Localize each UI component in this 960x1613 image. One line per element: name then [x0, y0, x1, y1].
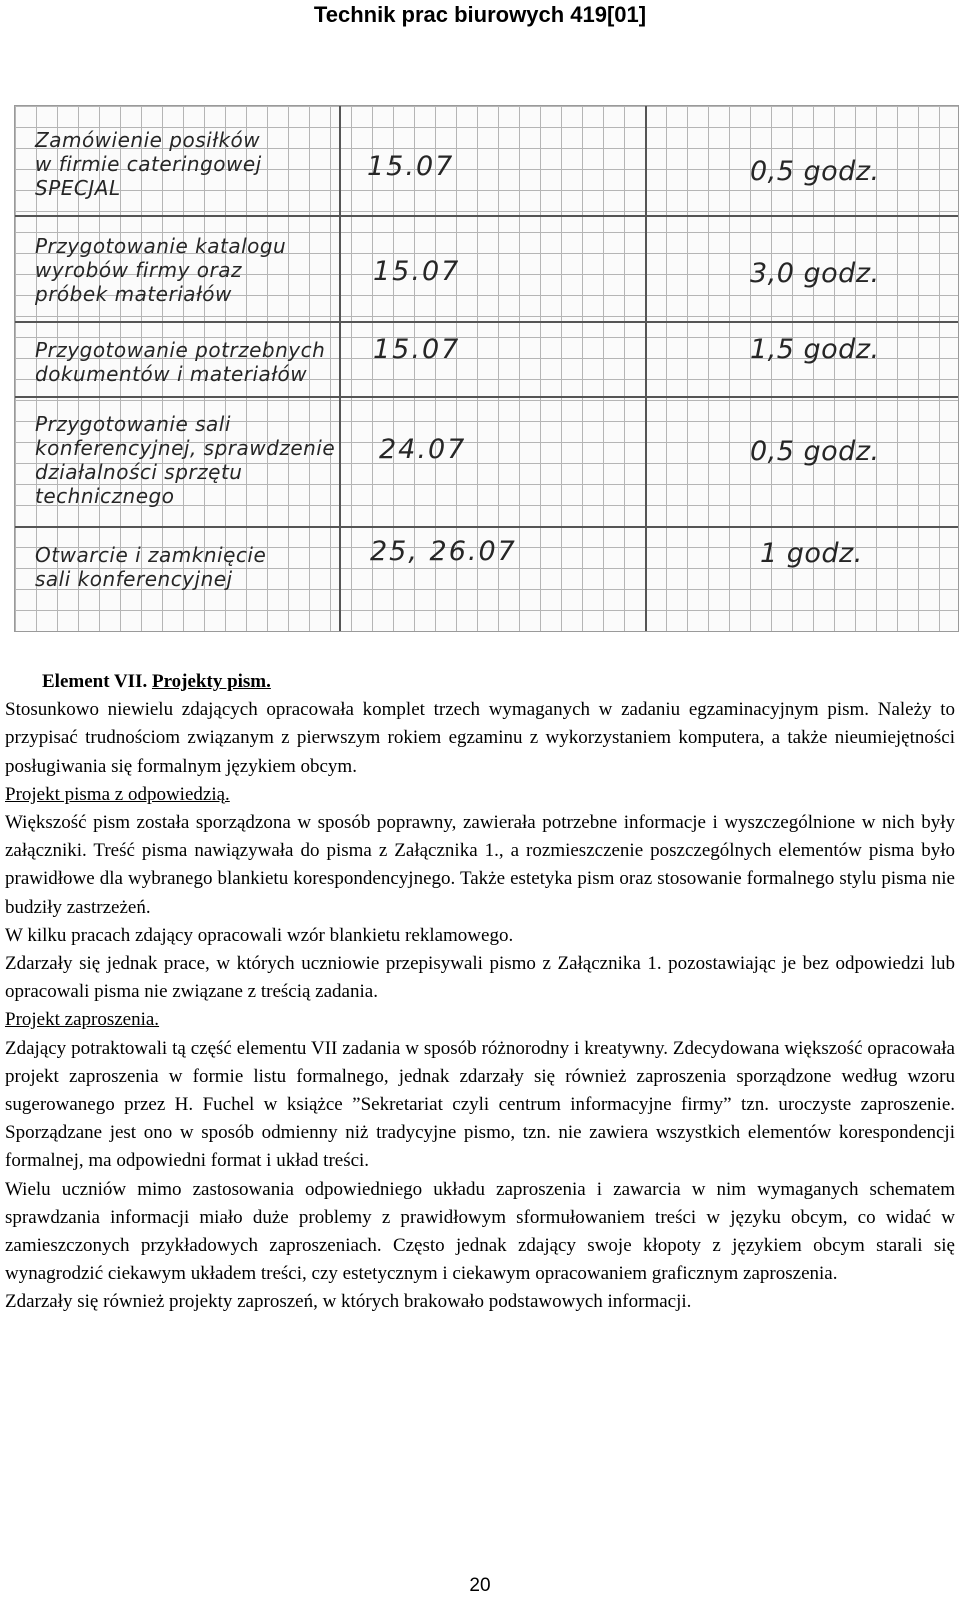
row-divider	[15, 215, 958, 217]
task-cell: Otwarcie i zamknięcie sali konferencyjnej	[35, 543, 267, 591]
row-divider	[15, 526, 958, 528]
paragraph: Wielu uczniów mimo zastosowania odpowiedniego układu zaproszenia i zawarcia w nim wymaganych schematem sprawdzania informacji miało duże problemy z prawidłowym sformułowaniem treści w języku obcym, co widać w zamieszczonych przykładowych zaproszeniach. Często jednak zdający swoje kłopoty z językiem obcym starali się wynagrodzić ciekawym układem treści, czy estetycznym i ciekawym opracowaniem graficznym zaproszenia.	[5, 1178, 955, 1285]
report-body	[5, 668, 955, 1317]
time-cell: 1 godz.	[760, 538, 863, 569]
task-cell: Zamówienie posiłków w firmie cateringowej SPECJAL	[35, 128, 262, 200]
page-number: 20	[469, 1575, 491, 1596]
time-cell: 3,0 godz.	[750, 258, 880, 289]
task-cell: Przygotowanie katalogu wyrobów firmy oraz próbek materiałów	[35, 234, 287, 306]
page-header-title: Technik prac biurowych 419[01]	[313, 2, 647, 27]
paragraph: Stosunkowo niewielu zdających opracowała komplet trzech wymaganych w zadaniu egzaminacyjnym pism. Należy to przypisać trudnościom związanym z pierwszym rokiem egzaminu z wykorzystaniem komputera, a także nieumiejętności posługiwania się formalnym językiem obcym.	[5, 699, 955, 777]
time-cell: 0,5 godz.	[750, 156, 880, 187]
paragraph: W kilku pracach zdający opracowali wzór blankietu reklamowego.	[5, 924, 514, 946]
row-divider	[15, 321, 958, 323]
element-heading: Element VII. Projekty pism.	[42, 671, 271, 692]
date-cell: 24.07	[379, 434, 467, 465]
section-heading-invitation: Projekt zaproszenia.	[5, 1009, 160, 1031]
date-cell: 15.07	[367, 151, 455, 182]
paragraph: Zdający potraktowali tą część elementu VII zadania w sposób różnorodny i kreatywny. Zdecydowana większość opracowała projekt zaproszenia w formie listu formalnego, jednak zdarzały się również zaproszenia sporządzone według wzoru sugerowanego przez H. Fuchel w książce ”Sekretariat czyli centrum informacyjne firmy” tzn. uroczyste zaproszenie. Sporządzane jest ono w sposób odmienny niż tradycyjne pismo, tzn. nie zawiera wszystkich elementów korespondencji formalnej, ma odpowiedni format i układ treści.	[5, 1037, 955, 1172]
row-divider	[15, 396, 958, 398]
paragraph: Zdarzały się również projekty zaproszeń, w których brakowało podstawowych informacji.	[5, 1291, 692, 1313]
time-cell: 1,5 godz.	[750, 334, 880, 365]
section-heading-letter: Projekt pisma z odpowiedzią.	[5, 783, 230, 805]
task-cell: Przygotowanie potrzebnych dokumentów i materiałów	[35, 338, 326, 386]
paragraph: Większość pism została sporządzona w sposób poprawny, zawierała potrzebne informacje i wyszczególnione w nich były załączniki. Treść pisma nawiązywała do pisma z Załącznika 1., a rozmieszczenie poszczególnych elementów pisma było prawidłowe dla wybranego blankietu korespondencyjnego. Także estetyka pism oraz stosowanie formalnego stylu pisma nie budziły zastrzeżeń.	[5, 812, 955, 918]
date-cell: 25, 26.07	[370, 536, 517, 567]
date-cell: 15.07	[373, 334, 461, 365]
date-cell: 15.07	[373, 256, 461, 287]
handwritten-schedule-scan	[14, 105, 959, 632]
time-cell: 0,5 godz.	[750, 436, 880, 467]
task-cell: Przygotowanie sali konferencyjnej, sprawdzenie działalności sprzętu technicznego	[35, 412, 336, 508]
column-divider	[645, 106, 647, 631]
column-divider	[339, 106, 341, 631]
paragraph: Zdarzały się jednak prace, w których uczniowie przepisywali pismo z Załącznika 1. pozostawiając je bez odpowiedzi lub opracowali pisma nie związane z treścią zadania.	[5, 953, 955, 1003]
